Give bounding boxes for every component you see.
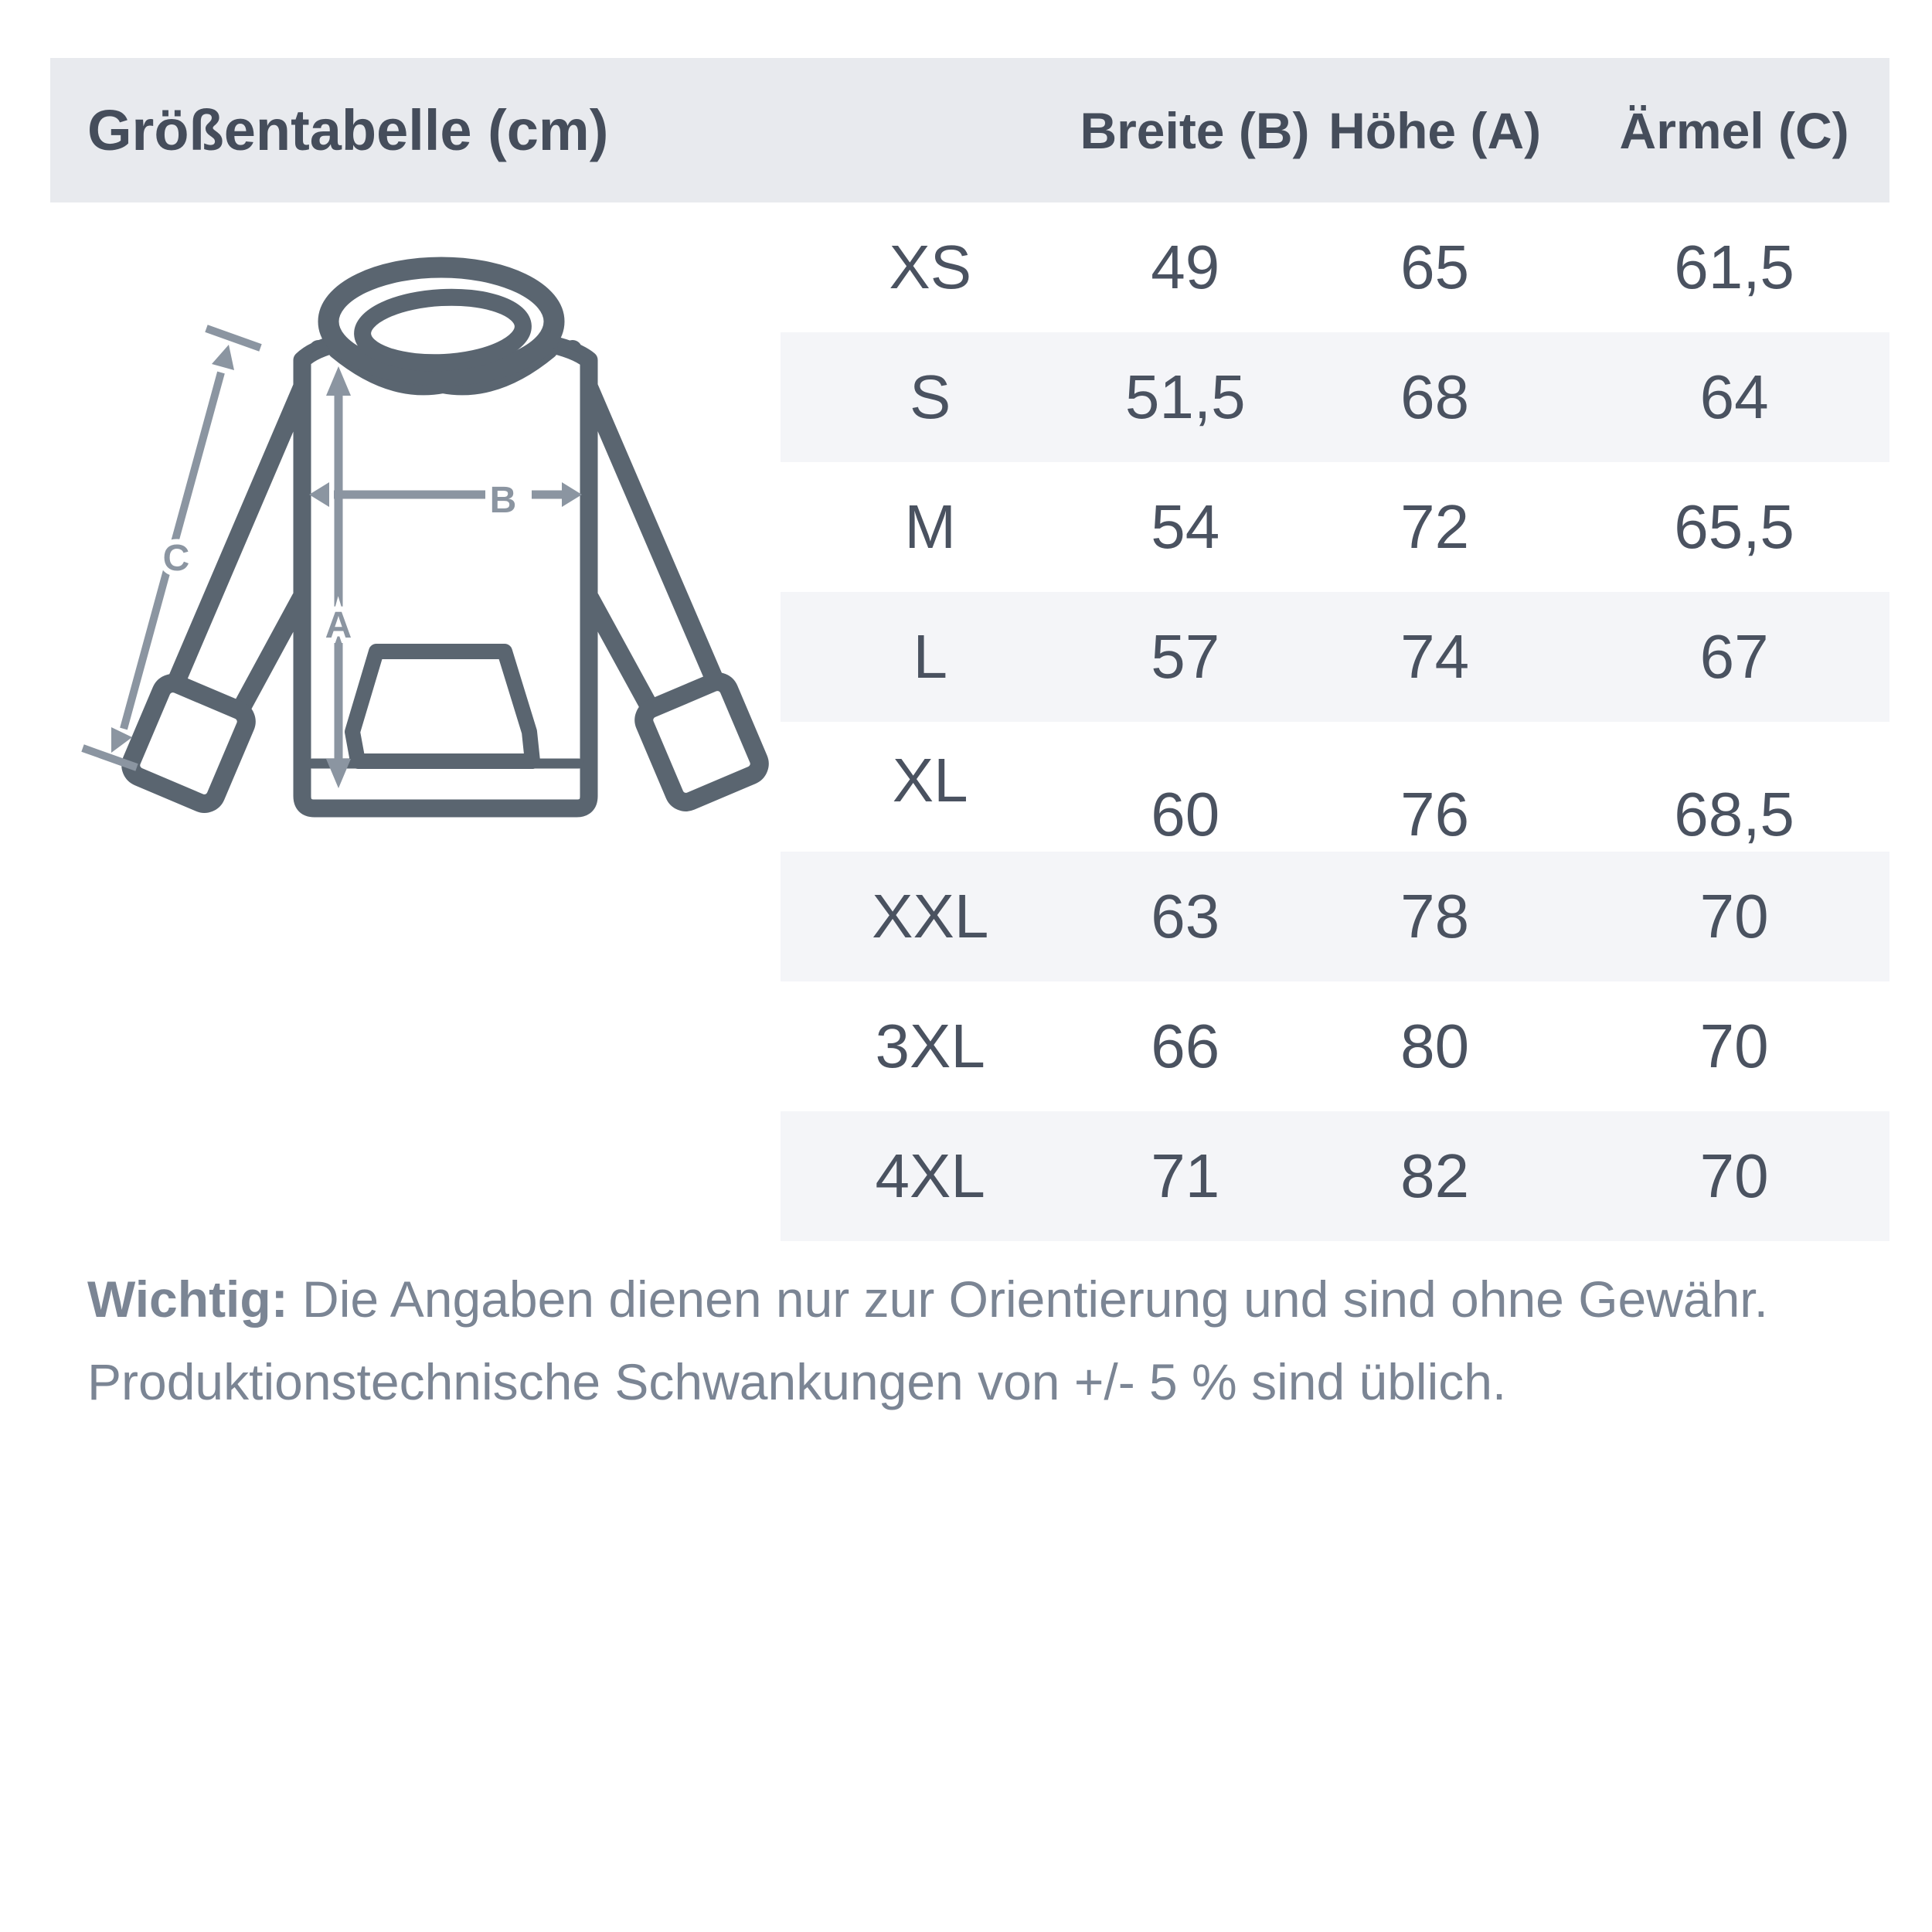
column-header-aermel: Ärmel (C): [1619, 101, 1849, 159]
aermel-cell: 67: [1699, 622, 1769, 691]
aermel-cell: 70: [1699, 882, 1769, 951]
hoehe-cell: 76: [1400, 780, 1470, 849]
hoehe-cell: 74: [1400, 622, 1470, 691]
breite-cell: 54: [1151, 492, 1220, 561]
size-cell: L: [913, 622, 947, 691]
size-table: [781, 202, 1889, 1241]
aermel-cell: 70: [1699, 1012, 1769, 1080]
disclaimer-bold: Wichtig:: [87, 1270, 288, 1328]
size-cell: XL: [892, 746, 968, 815]
hood: [328, 267, 554, 385]
hoehe-cell: 72: [1400, 492, 1470, 561]
hoehe-cell: 68: [1400, 362, 1470, 431]
size-cell: M: [904, 492, 957, 561]
hoodie-diagram: [0, 202, 781, 898]
hoehe-cell: 80: [1400, 1012, 1470, 1080]
size-cell: S: [910, 362, 951, 431]
hoehe-cell: 65: [1400, 233, 1470, 301]
size-cell: XXL: [872, 882, 989, 951]
breite-cell: 49: [1151, 233, 1220, 301]
page-title: Größentabelle (cm): [87, 98, 609, 162]
aermel-cell: 61,5: [1674, 233, 1794, 301]
table-row: [781, 592, 1889, 722]
kangaroo-pocket: [352, 651, 532, 761]
table-header: [50, 58, 1889, 202]
disclaimer-text1: Die Angaben dienen nur zur Orientierung und sind ohne Gewähr.: [302, 1270, 1768, 1328]
column-header-hoehe: Höhe (A): [1328, 101, 1542, 159]
label-b: B: [489, 480, 517, 521]
table-row: [781, 852, 1889, 981]
disclaimer-line1: [87, 1258, 1888, 1341]
disclaimer-note: [87, 1258, 1888, 1423]
breite-cell: 51,5: [1124, 362, 1246, 431]
hoehe-cell: 78: [1400, 882, 1470, 951]
column-header-breite: Breite (B): [1080, 101, 1310, 159]
aermel-cell: 64: [1699, 362, 1769, 431]
table-row: [781, 981, 1889, 1111]
right-cuff: [640, 678, 763, 806]
size-cell: XS: [889, 233, 972, 301]
breite-cell: 71: [1151, 1141, 1220, 1210]
label-a: A: [325, 605, 352, 646]
breite-cell: 60: [1151, 780, 1220, 849]
size-cell: 4XL: [875, 1141, 985, 1210]
breite-cell: 66: [1151, 1012, 1220, 1080]
hoehe-cell: 82: [1400, 1141, 1470, 1210]
disclaimer-line2: Produktionstechnische Schwankungen von +/- 5 % sind üblich.: [87, 1352, 1507, 1410]
left-cuff: [127, 679, 250, 808]
table-row: [781, 462, 1889, 592]
table-row: [781, 722, 1889, 852]
size-cell: 3XL: [875, 1012, 985, 1080]
label-c: C: [162, 538, 190, 579]
table-row: [781, 1111, 1889, 1241]
aermel-cell: 70: [1699, 1141, 1769, 1210]
table-row: [781, 202, 1889, 332]
breite-cell: 57: [1151, 622, 1220, 691]
aermel-cell: 68,5: [1674, 780, 1794, 849]
breite-cell: 63: [1151, 882, 1220, 951]
aermel-cell: 65,5: [1674, 492, 1794, 561]
table-row: [781, 332, 1889, 462]
column-headers: [781, 58, 1889, 202]
